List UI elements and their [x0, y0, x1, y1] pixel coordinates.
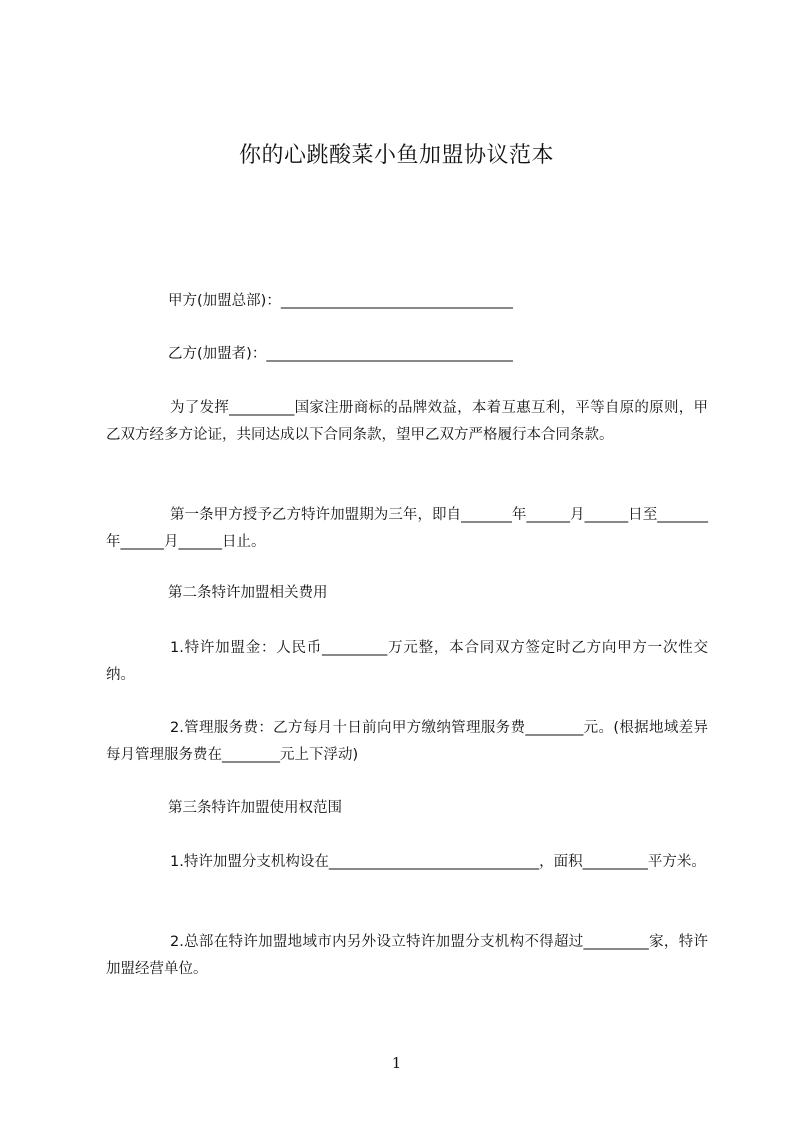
article-2-item-2: 2.管理服务费：乙方每月十日前向甲方缴纳管理服务费________元。(根据地域差异每月管理服务费在________元上下浮动) [106, 720, 708, 763]
party-a-line: 甲方(加盟总部)：________________________________ [168, 293, 513, 309]
article-3-heading: 第三条特许加盟使用权范围 [168, 800, 342, 816]
article-3-item-1: 1.特许加盟分支机构设在_____________________________，面积_________平方米。 [170, 854, 706, 870]
party-b-line: 乙方(加盟者)：__________________________________ [168, 346, 513, 362]
page-number: 1 [391, 1054, 402, 1072]
document-title: 你的心跳酸菜小鱼加盟协议范本 [238, 143, 554, 168]
article-2-item-1: 1.特许加盟金：人民币_________万元整，本合同双方签定时乙方向甲方一次性交纳。 [106, 640, 708, 683]
preamble-paragraph: 为了发挥_________国家注册商标的品牌效益，本着互惠互利，平等自原的原则，甲乙双方经多方论证，共同达成以下合同条款，望甲乙双方严格履行本合同条款。 [106, 400, 708, 443]
article-1-paragraph: 第一条甲方授予乙方特许加盟期为三年，即自_______年______月______日至_______年______月______日止。 [106, 507, 708, 550]
article-3-item-2: 2.总部在特许加盟地域市内另外设立特许加盟分支机构不得超过_________家，特许加盟经营单位。 [106, 934, 708, 977]
article-2-heading: 第二条特许加盟相关费用 [168, 585, 328, 601]
